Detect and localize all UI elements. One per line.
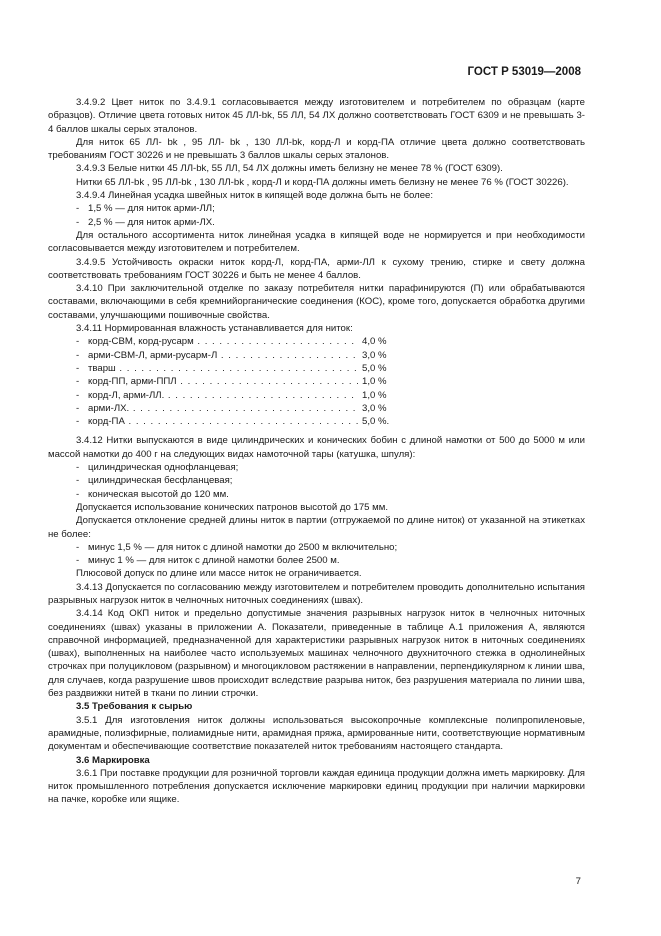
list-item xyxy=(48,488,585,501)
list-dash: - xyxy=(76,216,80,228)
paragraph-3-4-12: 3.4.12 Нитки выпускаются в виде цилиндрических и конических бобин с длиной намотки от 500 до 5000 м или массой намотки до 400 г на следующих видах намоточной тары (катушка, шпуля): xyxy=(48,435,585,460)
document-body xyxy=(48,96,585,807)
thread-name: корд-ПП, арми-ППЛ . . . xyxy=(88,375,358,388)
thread-name: арми-СВМ-Л, арми-русарм-Л . . . xyxy=(88,349,358,362)
humidity-value: 5,0 % xyxy=(362,362,387,374)
list-dash: - xyxy=(76,203,80,215)
thread-name: корд-Л, арми-ЛЛ. . . . xyxy=(88,389,358,402)
list-dash: - xyxy=(76,362,80,374)
section-heading-3-5: 3.5 Требования к сырью xyxy=(76,701,193,713)
thread-name: тварш . . . xyxy=(88,362,358,375)
list-item-text: коническая высотой до 120 мм. xyxy=(88,488,229,500)
paragraph-3-4-9-4: 3.4.9.4 Линейная усадка швейных ниток в кипящей воде должна быть не более: xyxy=(76,190,434,202)
list-dash: - xyxy=(76,416,80,428)
paragraph-3-6-1: 3.6.1 При поставке продукции для розничной торговли каждая единица продукции должна иметь маркировку. Для ниток промышленного потребления допускается исключение маркировки единиц продукции при наличии маркировки на пачке, коробке или ящике. xyxy=(48,767,585,806)
list-item xyxy=(48,202,585,215)
list-item-text: 2,5 % — для ниток арми-ЛХ. xyxy=(88,216,215,228)
list-dash: - xyxy=(76,462,80,474)
thread-name: корд-ПА . . . xyxy=(88,415,358,428)
paragraph-3-4-12-deviation: Допускается отклонение средней длины ниток в партии (отгружаемой по длине ниток) от указанной на этикетках не более: xyxy=(48,515,585,540)
thread-name: корд-СВМ, корд-русарм . . . xyxy=(88,335,358,348)
humidity-value: 4,0 % xyxy=(362,336,387,348)
list-dash: - xyxy=(76,336,80,348)
list-dash: - xyxy=(76,488,80,500)
list-dash: - xyxy=(76,402,80,414)
humidity-row xyxy=(76,335,398,348)
humidity-row xyxy=(76,415,398,428)
humidity-list xyxy=(48,335,585,428)
paragraph-3-4-11: 3.4.11 Нормированная влажность устанавливается для ниток: xyxy=(76,323,353,335)
paragraph-3-4-12-tolerance: Плюсовой допуск по длине или массе ниток не ограничивается. xyxy=(76,568,362,580)
paragraph-3-5-1: 3.5.1 Для изготовления ниток должны использоваться высокопрочные комплексные полипропиленовые, арамидные, полиэфирные, полиамидные нити, арамидная пряжа, армированные нити, соответствующие нормативным документам и обеспечивающие соответствие показателей ниток требованиям настоящего стандарта. xyxy=(48,714,585,753)
section-heading-3-6: 3.6 Маркировка xyxy=(76,754,150,766)
thread-name: арми-ЛХ. . . . xyxy=(88,402,358,415)
humidity-row xyxy=(76,349,398,362)
humidity-row xyxy=(76,375,398,388)
list-dash: - xyxy=(76,541,80,553)
list-item xyxy=(48,554,585,567)
list-item xyxy=(48,541,585,554)
humidity-row xyxy=(76,389,398,402)
list-item-text: цилиндрическая бесфланцевая; xyxy=(88,475,233,487)
paragraph-3-4-9-2: 3.4.9.2 Цвет ниток по 3.4.9.1 согласовывается между изготовителем и потребителем по образцам (карте образцов). Отличие цвета готовых ниток 45 ЛЛ-bk, 55 ЛЛ, 54 ЛХ должно соответствовать ГОСТ 6309 и не превышать 3-4 баллов шкалы серых эталонов. xyxy=(48,97,585,135)
paragraph-3-4-9-3: 3.4.9.3 Белые нитки 45 ЛЛ-bk, 55 ЛЛ, 54 ЛХ должны иметь белизну не менее 78 % (ГОСТ 6309). xyxy=(76,163,503,175)
list-item-text: минус 1 % — для ниток с длиной намотки более 2500 м. xyxy=(88,555,340,567)
humidity-row xyxy=(76,402,398,415)
list-dash: - xyxy=(76,475,80,487)
page-header-standard-number: ГОСТ Р 53019—2008 xyxy=(467,66,581,78)
paragraph-3-4-9-3-continued: Нитки 65 ЛЛ-bk , 95 ЛЛ-bk , 130 ЛЛ-bk , корд-Л и корд-ПА должны иметь белизну не менее 76 % (ГОСТ 30226). xyxy=(76,176,569,188)
paragraph-3-4-14: 3.4.14 Код ОКП ниток и предельно допустимые значения разрывных нагрузок ниток в челночных ниточных соединениях (швах) указаны в приложении А. Показатели, приведенные в таблице А.1 приложения А, являются справочной информацией, предназначенной для характеристики разрывных нагрузок ниток в ниточных соединениях (швах), выполненных на наиболее часто используемых машинах челночного двухниточного стежка в однолинейных строчках при полуцикловом (разрывном) и многоцикловом растяжении в направлении, перпендикулярном к линии шва, для случаев, когда разрушение швов происходит вследствие разрыва ниток, без разрушения материала по линии шва, без раздвижки нитей в ткани по линии строчки. xyxy=(48,608,585,700)
humidity-value: 1,0 % xyxy=(362,376,387,388)
paragraph-3-4-9-4-continued: Для остального ассортимента ниток линейная усадка в кипящей воде не нормируется и при необходимости согласовывается между изготовителем и потребителем. xyxy=(48,229,585,255)
paragraph-3-4-12-patrons: Допускается использование конических патронов высотой до 175 мм. xyxy=(76,501,389,513)
list-item xyxy=(48,216,585,229)
humidity-value: 5,0 %. xyxy=(362,416,390,428)
list-item xyxy=(48,474,585,487)
list-dash: - xyxy=(76,389,80,401)
humidity-value: 3,0 % xyxy=(362,349,387,361)
paragraph-3-4-9-5: 3.4.9.5 Устойчивость окраски ниток корд-Л, корд-ПА, арми-ЛЛ к сухому трению, стирке и свету должна соответствовать требованиям ГОСТ 30226 и быть не менее 4 баллов. xyxy=(48,256,585,281)
humidity-value: 3,0 % xyxy=(362,402,387,414)
list-item-text: минус 1,5 % — для ниток с длиной намотки до 2500 м включительно; xyxy=(88,541,398,553)
list-dash: - xyxy=(76,555,80,567)
paragraph-3-4-10: 3.4.10 При заключительной отделке по заказу потребителя нитки парафинируются (П) или обрабатываются составами, включающими в себя кремнийорганические соединения (КОС), кроме того, допускается обработка другими составами, улучшающими пошивочные свойства. xyxy=(48,283,585,321)
list-item xyxy=(48,461,585,474)
page-number: 7 xyxy=(575,876,581,887)
humidity-row xyxy=(76,362,398,375)
paragraph-3-4-13: 3.4.13 Допускается по согласованию между изготовителем и потребителем проводить дополнительно испытания разрывных нагрузок ниток в челночных ниточных соединениях (швах). xyxy=(48,581,585,606)
list-dash: - xyxy=(76,376,80,388)
paragraph-3-4-9-2-continued: Для ниток 65 ЛЛ- bk , 95 ЛЛ- bk , 130 ЛЛ-bk, корд-Л и корд-ПА отличие цвета должно соответствовать требованиям ГОСТ 30226 и не превышать 3 баллов шкалы серых эталонов. xyxy=(48,136,585,162)
humidity-value: 1,0 % xyxy=(362,389,387,401)
list-item-text: цилиндрическая однофланцевая; xyxy=(88,462,239,474)
list-item-text: 1,5 % — для ниток арми-ЛЛ; xyxy=(88,203,215,215)
list-dash: - xyxy=(76,349,80,361)
